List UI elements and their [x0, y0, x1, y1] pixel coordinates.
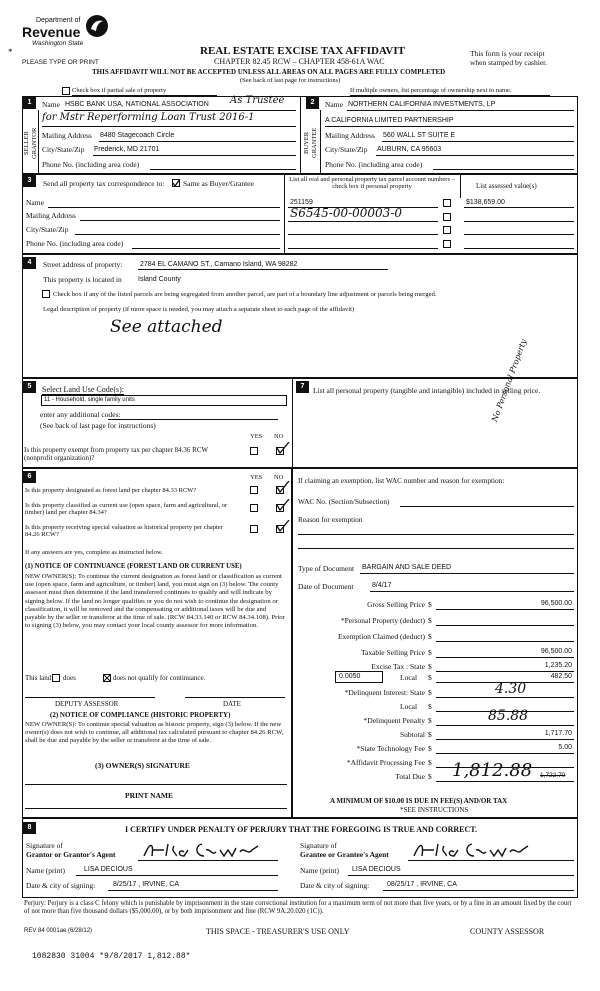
delinq-local-label: Local — [400, 702, 418, 711]
minimum-note: A MINIMUM OF $10.00 IS DUE IN FEE(S) AND/OR TAX — [330, 797, 508, 805]
does-checkbox[interactable] — [52, 674, 60, 682]
corr-city-label: City/State/Zip — [26, 225, 69, 234]
parcel-header: List all real and personal property tax parcel account numbers – check box if personal property — [289, 176, 455, 191]
exemption-claim-label: If claiming an exemption, list WAC number and reason for exemption: — [298, 476, 505, 485]
section-5-number: 5 — [23, 381, 36, 393]
notice-compliance-text: NEW OWNER(S): To continue special valuation as historic property, sign (3) below. If the new owner(s) does not wish to continue, all additional tax calculated pursuant to chapter 84.26 RCW, shall be due and payable by the seller or transferor at the time of sale. — [25, 721, 284, 745]
forest-q1-yes[interactable] — [250, 486, 258, 494]
grantee-name-print-label: Name (print) — [300, 866, 339, 875]
total-dollar: $ — [428, 772, 432, 781]
receipt-line2: when stamped by cashier. — [470, 58, 548, 67]
section-6-number: 6 — [23, 471, 36, 483]
grantor-signature — [140, 838, 270, 862]
forest-q3-no[interactable] — [276, 525, 284, 533]
excise-state-dollar: $ — [428, 662, 432, 671]
section-4-number: 4 — [23, 257, 36, 269]
notice-continuance-text: NEW OWNER(S): To continue the current designation as forest land or classification as current use (open space, farm and agriculture, or timber) land, you must sign on (3) below. The county assessor must then determine if the land transferred continues to qualify and will indicate by signing below. If the land no longer qualifies or you do not wish to continue the designation or classification, it will be removed and the compensating or additional taxes will be due and payable by the seller or transferor at the time of sale. (RCW 84.33.140 or RCW 84.34.108). Prior to signing (3) below, you may contact your local county assessor for more information. — [25, 573, 285, 630]
subtotal-value[interactable]: 1,717.70 — [544, 730, 572, 737]
doc-date-label: Date of Document — [298, 582, 354, 591]
assessed-1[interactable]: $138,659.00 — [466, 199, 505, 206]
forest-q3: Is this property receiving special valuation as historical property per chapter 84.26 RCW? — [25, 524, 223, 539]
delinq-penalty-hand: 85.88 — [488, 708, 529, 724]
exemption-deduct-label: Exemption Claimed (deduct) — [337, 632, 425, 641]
total-due-label: Total Due — [395, 772, 425, 781]
wac-label: WAC No. (Section/Subsection) — [298, 497, 390, 506]
assessed-header: List assessed value(s) — [476, 182, 537, 190]
does-not-checkbox[interactable] — [103, 674, 111, 682]
section-1-number: 1 — [23, 97, 36, 109]
local-value[interactable]: 482.50 — [550, 673, 572, 680]
county-assessor-label: COUNTY ASSESSOR — [470, 927, 545, 936]
exempt-yes-checkbox[interactable] — [250, 447, 258, 455]
grantee-phone-label: Phone No. (including area code) — [325, 160, 423, 169]
personal-dollar: $ — [428, 616, 432, 625]
section-3-number: 3 — [23, 175, 36, 187]
gross-label: Gross Selling Price — [367, 600, 425, 609]
taxable-dollar: $ — [428, 648, 432, 657]
taxable-label: Taxable Selling Price — [360, 648, 425, 657]
forest-q1: Is this property designated as forest land per chapter 84.33 RCW? — [25, 487, 197, 494]
multiple-owners-note: If multiple owners, list percentage of ownership next to name. — [350, 87, 512, 94]
tech-fee-label: *State Technology Fee — [356, 744, 425, 753]
same-as-grantee-label: Same as Buyer/Grantee — [183, 179, 254, 188]
total-due-hand: 1,812.88 — [452, 760, 533, 781]
dept-big: Revenue — [22, 24, 81, 40]
section-4-frame — [22, 254, 578, 378]
affidavit-fee-dollar: $ — [428, 758, 432, 767]
see-back-line: (See back of last page for instructions) — [240, 77, 341, 84]
forest-no-header: NO — [274, 474, 284, 481]
grantor-mailing-label: Mailing Address — [42, 131, 92, 140]
forest-yes-header: YES — [250, 474, 263, 481]
dept-state: Washington State — [32, 40, 84, 47]
this-land-label: This land — [25, 674, 52, 682]
perjury-note: Perjury: Perjury is a class C felony which is punishable by imprisonment in the state correctional institution for a maximum term of not more than five years, or by a fine in an amount fixed by the court of not more than five thousand dollars ($5,000.00), or by both imprisonment and fine (RCW 9A.20.020 (1C)). — [24, 900, 572, 916]
exempt-yes-header: YES — [250, 433, 263, 440]
exempt-question: Is this property exempt from property tax per chapter 84.36 RCW (nonprofit organization)? — [24, 446, 208, 463]
exemption-dollar: $ — [428, 632, 432, 641]
warning-line: THIS AFFIDAVIT WILL NOT BE ACCEPTED UNLESS ALL AREAS ON ALL PAGES ARE FULLY COMPLETED — [92, 68, 446, 76]
grantor-side-label: GRANTOR — [31, 127, 38, 159]
delinq-interest-dollar: $ — [428, 688, 432, 697]
land-use-see-back: (See back of last page for instructions) — [40, 421, 156, 430]
seller-side-label: SELLER — [23, 131, 30, 155]
owner-signature-label: (3) OWNER(S) SIGNATURE — [95, 761, 190, 770]
grantor-date-label: Date & city of signing: — [26, 881, 96, 890]
personal-property-handwritten: No Personal Property — [490, 337, 529, 424]
does-not-label: does not qualify for continuance. — [113, 674, 206, 682]
exempt-no-header: NO — [274, 433, 284, 440]
see-instructions-note: *SEE INSTRUCTIONS — [400, 806, 469, 814]
if-yes-note: If any answers are yes, complete as instructed below. — [25, 549, 163, 556]
parcel-2-personal-checkbox[interactable] — [443, 213, 451, 221]
gross-dollar: $ — [428, 600, 432, 609]
grantor-city[interactable]: Frederick, MD 21701 — [94, 146, 160, 153]
grantee-city[interactable]: AUBURN, CA 95603 — [377, 146, 442, 153]
corr-mailing-label: Mailing Address — [26, 211, 76, 220]
doc-date-value[interactable]: 8/4/17 — [372, 582, 392, 589]
delinq-penalty-label: *Delinquent Penalty — [363, 716, 425, 725]
subtotal-dollar: $ — [428, 730, 432, 739]
treasurer-label: THIS SPACE - TREASURER'S USE ONLY — [206, 927, 350, 936]
same-as-grantee-checkbox[interactable] — [172, 179, 180, 187]
tech-fee-dollar: $ — [428, 744, 432, 753]
section-7-number: 7 — [296, 381, 309, 393]
local-rate-box[interactable]: 0.0050 — [335, 671, 383, 683]
local-label: Local — [400, 673, 418, 682]
grantor-name-line2: for Mstr Reperforming Loan Trust 2016-1 — [42, 112, 255, 123]
asterisk-mark: * — [8, 47, 13, 57]
local-dollar: $ — [428, 673, 432, 682]
corr-name-label: Name — [26, 198, 44, 207]
land-use-label: Select Land Use Code(s): — [42, 385, 124, 394]
type-or-print: PLEASE TYPE OR PRINT — [22, 59, 99, 66]
grantee-sig-label2: Grantee or Grantee's Agent — [300, 850, 389, 859]
notice-compliance-title: (2) NOTICE OF COMPLIANCE (HISTORIC PROPERTY) — [50, 711, 231, 719]
legal-label: Legal description of property (if more space is needed, you may attach a separate sheet to each page of the affidavit) — [43, 306, 355, 313]
county-label: This property is located in — [43, 275, 122, 284]
section-2-number: 2 — [306, 97, 319, 109]
subtotal-label: Subtotal — [399, 730, 425, 739]
gross-value[interactable]: 96,500.00 — [540, 600, 572, 607]
section-8-number: 8 — [23, 822, 36, 834]
corr-phone-label: Phone No. (including area code) — [26, 239, 124, 248]
grantee-sig-label1: Signature of — [300, 841, 337, 850]
parcel-1-personal-checkbox[interactable] — [443, 199, 451, 207]
partial-sale-label: Check box if partial sale of property — [72, 87, 167, 94]
delinq-interest-label: *Delinquent Interest: State — [344, 688, 425, 697]
dept-small: Department of — [36, 17, 81, 24]
grantor-phone-label: Phone No. (including area code) — [42, 160, 140, 169]
forest-q2: Is this property classified as current use (open space, farm and agricultural, or timber) land per chapter 84.34? — [25, 502, 228, 517]
grantee-date-label: Date & city of signing: — [300, 881, 370, 890]
grantor-name-label: Name — [42, 100, 60, 109]
does-label: does — [63, 674, 76, 682]
parcel-3-personal-checkbox[interactable] — [443, 226, 451, 234]
buyer-side-label: BUYER — [303, 131, 310, 155]
delinq-interest-hand: 4.30 — [495, 681, 527, 697]
tech-fee-value[interactable]: 5.00 — [558, 744, 572, 751]
delinq-penalty-dollar: $ — [428, 716, 432, 725]
grantor-name[interactable]: HSBC BANK USA, NATIONAL ASSOCIATION — [65, 101, 209, 108]
additional-codes-label: enter any additional codes: — [40, 410, 121, 419]
exemption-reason-label: Reason for exemption — [298, 515, 363, 524]
partial-sale-checkbox[interactable] — [62, 87, 70, 95]
send-correspondence-label: Send all property tax correspondence to: — [43, 179, 165, 188]
grantee-city-label: City/State/Zip — [325, 145, 368, 154]
parcel-1[interactable]: 251159 — [290, 199, 313, 206]
grantor-mailing[interactable]: 8480 Stagecoach Circle — [100, 132, 175, 139]
parcel-2-handwritten: S6545-00-00003-0 — [290, 206, 403, 220]
deputy-assessor-label: DEPUTY ASSESSOR — [55, 700, 119, 708]
grantee-name-label: Name — [325, 100, 343, 109]
forest-q2-yes[interactable] — [250, 504, 258, 512]
doc-type-value[interactable]: BARGAIN AND SALE DEED — [362, 564, 452, 571]
street-value[interactable]: 2784 EL CAMANO ST., Camano Island, WA 98282 — [140, 261, 298, 268]
grantor-name-print-label: Name (print) — [26, 866, 65, 875]
dor-swirl-icon — [84, 13, 110, 39]
exempt-no-checkbox[interactable] — [276, 447, 284, 455]
receipt-stamp: 1082830 31004 *9/8/2017 1,812.88* — [32, 952, 191, 961]
county-value[interactable]: Island County — [138, 276, 181, 283]
grantee-signature — [410, 838, 540, 862]
grantor-name-handwritten: As Trustee — [230, 95, 285, 106]
grantor-name-print[interactable]: LISA DECIOUS — [84, 866, 133, 873]
grantee-date[interactable]: 08/25/17 , IRVINE, CA — [387, 881, 457, 888]
grantor-sig-label1: Signature of — [26, 841, 63, 850]
forest-q3-yes[interactable] — [250, 525, 258, 533]
page-title: REAL ESTATE EXCISE TAX AFFIDAVIT — [200, 45, 405, 57]
segregation-checkbox[interactable] — [42, 290, 50, 298]
grantee-name[interactable]: NORTHERN CALIFORNIA INVESTMENTS, LP — [348, 101, 496, 108]
street-label: Street address of property: — [43, 260, 123, 269]
personal-deduct-label: *Personal Property (deduct) — [340, 616, 425, 625]
land-use-code-select[interactable]: 11 - Household, single family units — [41, 395, 287, 406]
doc-type-label: Type of Document — [298, 564, 355, 573]
chapter-line: CHAPTER 82.45 RCW – CHAPTER 458-61A WAC — [214, 57, 385, 66]
certify-title: I CERTIFY UNDER PENALTY OF PERJURY THAT THE FOREGOING IS TRUE AND CORRECT. — [125, 825, 478, 834]
date-label: DATE — [223, 700, 241, 708]
grantor-date[interactable]: 8/25/17 , IRVINE, CA — [113, 881, 180, 888]
parcel-4-personal-checkbox[interactable] — [443, 240, 451, 248]
excise-state-value[interactable]: 1,235.20 — [544, 662, 572, 669]
forest-q1-no[interactable] — [276, 486, 284, 494]
taxable-value[interactable]: 96,500.00 — [540, 648, 572, 655]
legal-handwritten: See attached — [110, 317, 223, 337]
grantee-name-line2[interactable]: A CALIFORNIA LIMITED PARTNERSHIP — [325, 117, 454, 124]
total-due-struck: 1,722.70 — [540, 772, 566, 779]
personal-property-label: List all personal property (tangible and intangible) included in selling price. — [313, 386, 541, 395]
grantee-name-print[interactable]: LISA DECIOUS — [352, 866, 401, 873]
affidavit-fee-label: *Affidavit Processing Fee — [346, 758, 425, 767]
forest-q2-no[interactable] — [276, 504, 284, 512]
delinq-local-dollar: $ — [428, 702, 432, 711]
segregation-label: Check box if any of the listed parcels are being segregated from another parcel, are part of a boundary line adjustment or parcels being merged. — [53, 291, 437, 298]
grantee-mailing-label: Mailing Address — [325, 131, 375, 140]
rev-number: REV 84 0001ae (6/28/12) — [24, 928, 93, 934]
excise-state-label: Excise Tax : State — [371, 662, 425, 671]
grantee-side-label: GRANTEE — [311, 127, 318, 159]
print-name-label: PRINT NAME — [125, 791, 173, 800]
receipt-line1: This form is your receipt — [470, 49, 545, 58]
notice-continuance-title: (1) NOTICE OF CONTINUANCE (FOREST LAND OR CURRENT USE) — [25, 563, 242, 570]
grantor-city-label: City/State/Zip — [42, 145, 85, 154]
grantee-mailing[interactable]: 560 WALL ST SUITE E — [383, 132, 456, 139]
grantor-sig-label2: Grantor or Grantor's Agent — [26, 850, 116, 859]
